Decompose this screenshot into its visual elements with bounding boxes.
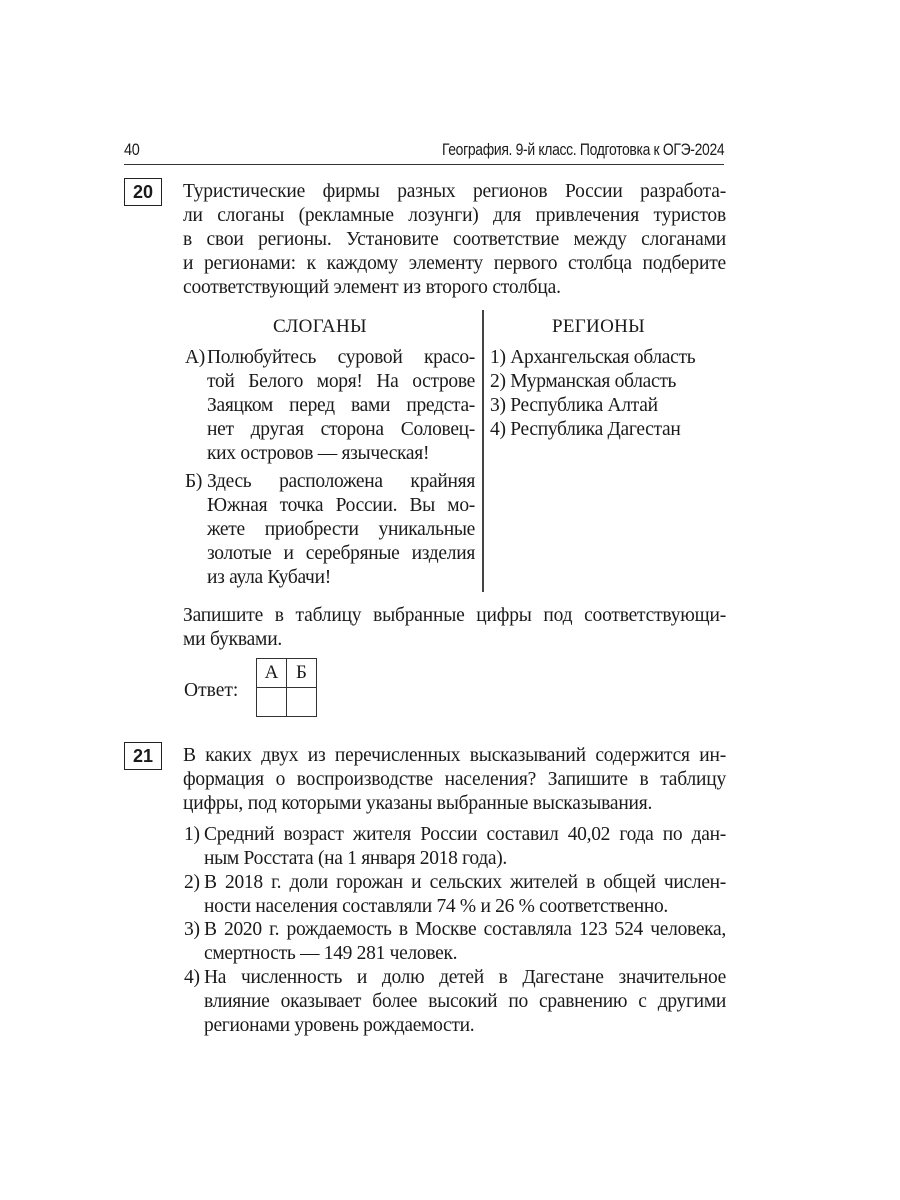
column-divider bbox=[482, 310, 484, 592]
slogan-line: из аула Кубачи! bbox=[207, 567, 331, 588]
slogan-line: жете приобрести уникальные bbox=[207, 519, 475, 540]
answer-label: Ответ: bbox=[184, 680, 239, 701]
task-number-20: 20 bbox=[124, 178, 162, 206]
statement-line: регионами уровень рождаемости. bbox=[204, 1015, 475, 1036]
statement-line: влияние оказывает более высокий по сравнению с другими bbox=[204, 991, 726, 1012]
statement-line: Средний возраст жителя России составил 40,02 года по дан- bbox=[204, 824, 726, 845]
answer-header-b: Б bbox=[287, 659, 317, 688]
question-line: В каких двух из перечисленных высказываний содержится ин- bbox=[183, 745, 726, 766]
slogans-column-title: СЛОГАНЫ bbox=[273, 316, 367, 337]
question-line: формация о воспроизводстве населения? Запишите в таблицу bbox=[183, 769, 726, 790]
slogan-line: Здесь расположена крайняя bbox=[207, 471, 475, 492]
slogan-line: Заяцком перед вами предста- bbox=[207, 395, 475, 416]
slogan-line: золотые и серебряные изделия bbox=[207, 543, 475, 564]
statement-line: В 2018 г. доли горожан и сельских жителей в общей числен- bbox=[204, 872, 726, 893]
question-line: в свои регионы. Установите соответствие между слоганами bbox=[183, 229, 726, 250]
region-option: 2) Мурманская область bbox=[490, 371, 677, 392]
statement-line: На численность и долю детей в Дагестане значительное bbox=[204, 967, 726, 988]
statement-label: 3) bbox=[184, 919, 200, 940]
statement-label: 2) bbox=[184, 872, 200, 893]
instruction-line: ми буквами. bbox=[183, 629, 283, 650]
page-header bbox=[124, 138, 724, 165]
slogan-letter: А) bbox=[185, 347, 205, 368]
task20-question bbox=[183, 180, 726, 300]
slogan-letter: Б) bbox=[185, 471, 203, 492]
statement-2 bbox=[184, 871, 726, 919]
task21-question bbox=[183, 744, 726, 816]
answer-cell-b[interactable] bbox=[287, 688, 317, 717]
statement-1 bbox=[184, 823, 726, 871]
answer-table bbox=[256, 658, 317, 717]
region-option: 4) Республика Дагестан bbox=[490, 419, 681, 440]
statement-3 bbox=[184, 918, 726, 966]
statement-label: 1) bbox=[184, 824, 200, 845]
answer-header-a: А bbox=[257, 659, 287, 688]
regions-column-title: РЕГИОНЫ bbox=[552, 316, 645, 337]
slogan-line: Полюбуйтесь суровой красо- bbox=[207, 347, 475, 368]
task20-instruction bbox=[183, 604, 726, 652]
question-line: Туристические фирмы разных регионов России разработа- bbox=[183, 181, 726, 202]
statement-line: ности населения составляли 74 % и 26 % соответственно. bbox=[204, 896, 668, 917]
page-number: 40 bbox=[124, 140, 140, 159]
statement-line: ным Росстата (на 1 января 2018 года). bbox=[204, 848, 507, 869]
region-option: 1) Архангельская область bbox=[490, 347, 696, 368]
slogan-line: нет другая сторона Соловец- bbox=[207, 419, 475, 440]
question-line: ли слоганы (рекламные лозунги) для привлечения туристов bbox=[183, 205, 726, 226]
statement-label: 4) bbox=[184, 967, 200, 988]
slogan-line: ких островов — языческая! bbox=[207, 443, 430, 464]
slogan-b bbox=[185, 470, 475, 590]
slogan-a bbox=[185, 346, 475, 466]
statement-4 bbox=[184, 966, 726, 1038]
instruction-line: Запишите в таблицу выбранные цифры под соответствующи- bbox=[183, 605, 726, 626]
running-title: География. 9-й класс. Подготовка к ОГЭ-2024 bbox=[441, 140, 724, 159]
answer-cell-a[interactable] bbox=[257, 688, 287, 717]
question-line: соответствующий элемент из второго столбца. bbox=[183, 277, 561, 298]
region-option: 3) Республика Алтай bbox=[490, 395, 658, 416]
statement-line: В 2020 г. рождаемость в Москве составляла 123 524 человека, bbox=[204, 919, 726, 940]
slogan-line: Южная точка России. Вы мо- bbox=[207, 495, 475, 516]
question-line: и регионами: к каждому элементу первого столбца подберите bbox=[183, 253, 726, 274]
slogan-line: той Белого моря! На острове bbox=[207, 371, 475, 392]
task-number-21: 21 bbox=[124, 742, 162, 770]
question-line: цифры, под которыми указаны выбранные высказывания. bbox=[183, 793, 653, 814]
statement-line: смертность — 149 281 человек. bbox=[204, 943, 458, 964]
